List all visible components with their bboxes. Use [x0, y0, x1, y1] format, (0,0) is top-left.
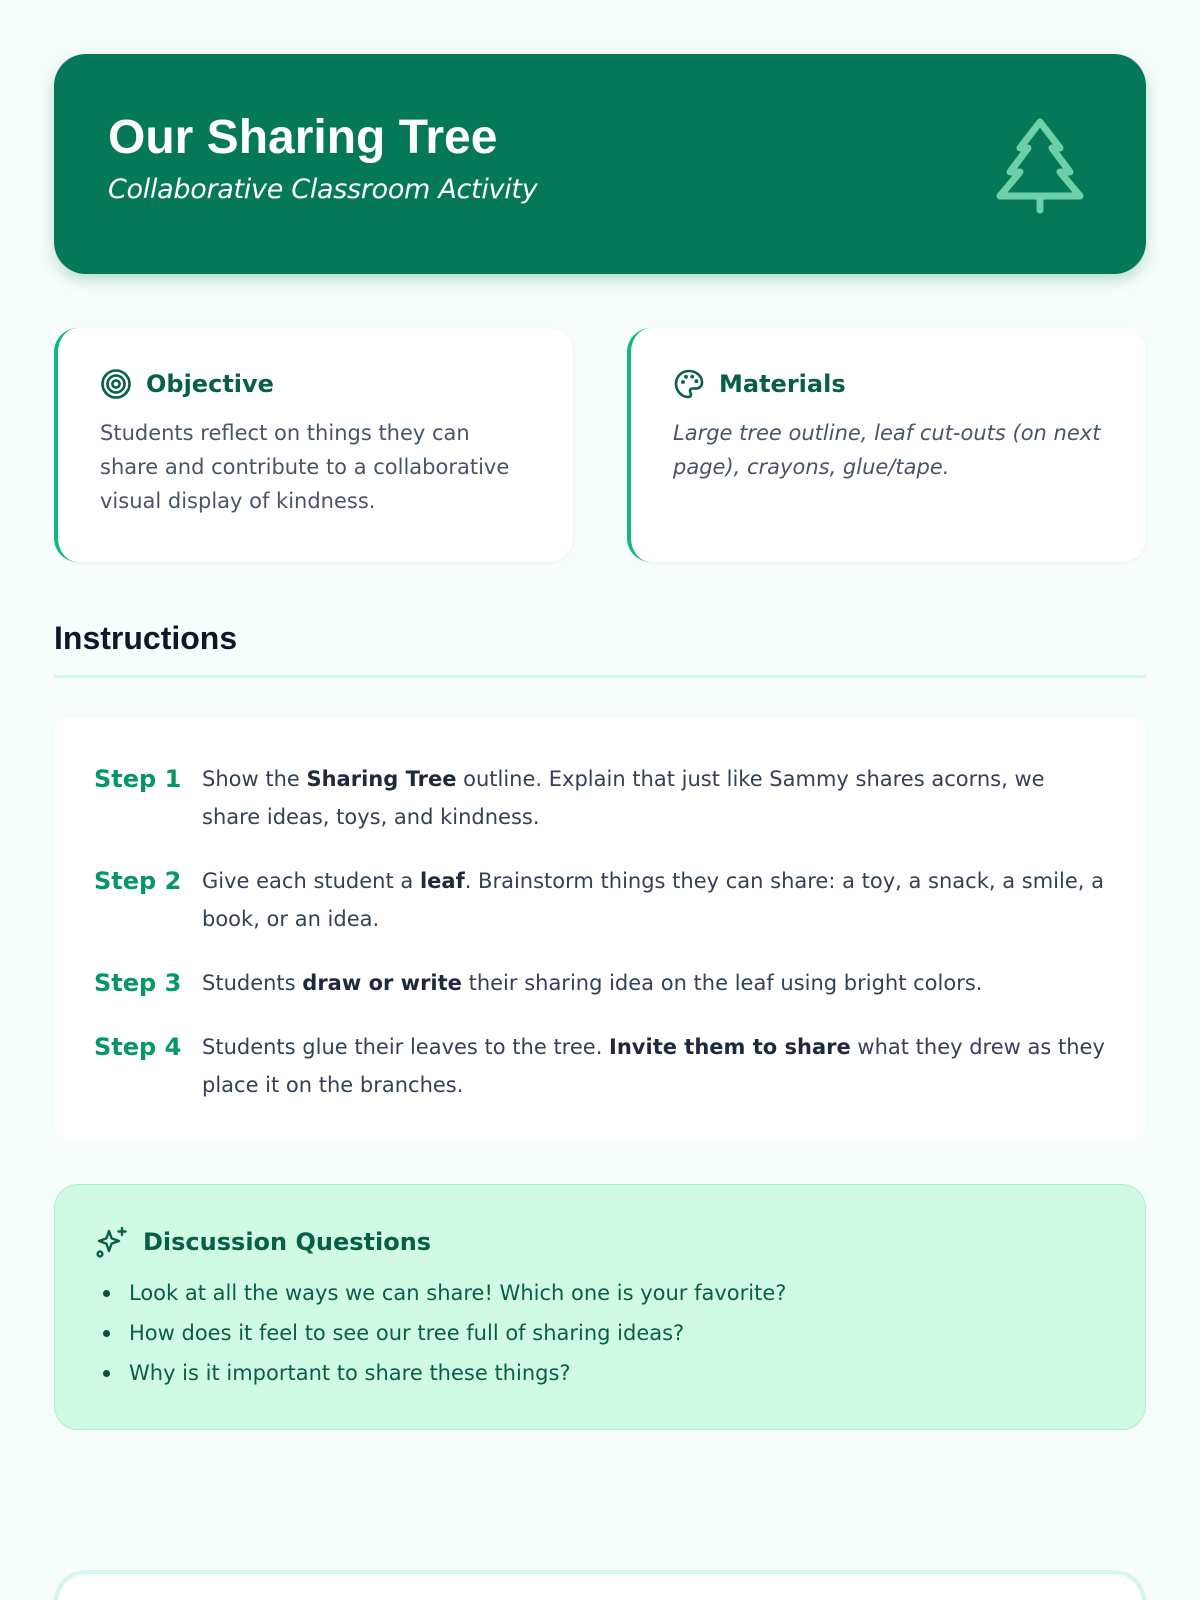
list-item: Why is it important to share these things?	[95, 1353, 1105, 1393]
step-label: Step 3	[94, 969, 182, 997]
objective-header	[100, 368, 533, 400]
step-item	[94, 862, 1106, 938]
materials-header	[673, 368, 1106, 400]
materials-card	[627, 328, 1146, 562]
materials-text: Large tree outline, leaf cut-outs (on next page), crayons, glue/tape.	[673, 421, 1101, 479]
step-item	[94, 1028, 1106, 1104]
step-text: Show the Sharing Tree outline. Explain that just like Sammy shares acorns, we share ideas, toys, and kindness.	[202, 767, 1045, 829]
info-cards	[54, 328, 1146, 562]
header-banner	[54, 54, 1146, 274]
materials-title: Materials	[719, 370, 846, 398]
discussion-header	[95, 1225, 1105, 1259]
target-icon	[100, 368, 132, 400]
list-item: Look at all the ways we can share! Which one is your favorite?	[95, 1273, 1105, 1313]
objective-title: Objective	[146, 370, 274, 398]
discussion-list	[95, 1273, 1105, 1393]
instructions-heading: Instructions	[54, 620, 1146, 678]
discussion-box	[54, 1184, 1146, 1430]
step-label: Step 1	[94, 765, 182, 793]
step-text: Students draw or write their sharing idea on the leaf using bright colors.	[202, 971, 983, 995]
discussion-title: Discussion Questions	[143, 1228, 432, 1256]
sparkles-icon	[95, 1225, 129, 1259]
objective-card	[54, 328, 573, 562]
step-label: Step 4	[94, 1033, 182, 1061]
instructions-steps	[54, 718, 1146, 1140]
page-title: Our Sharing Tree	[108, 111, 498, 164]
palette-icon	[673, 368, 705, 400]
tree-icon	[994, 118, 1086, 214]
step-text: Students glue their leaves to the tree. Invite them to share what they drew as they place it on the branches.	[202, 1035, 1105, 1097]
step-item	[94, 964, 1106, 1002]
objective-text: Students reflect on things they can share and contribute to a collaborative visual display of kindness.	[100, 421, 510, 513]
step-text: Give each student a leaf. Brainstorm things they can share: a toy, a snack, a smile, a book, or an idea.	[202, 869, 1104, 931]
step-label: Step 2	[94, 867, 182, 895]
list-item: How does it feel to see our tree full of sharing ideas?	[95, 1313, 1105, 1353]
page-subtitle: Collaborative Classroom Activity	[108, 174, 538, 205]
next-section-card	[54, 1570, 1146, 1600]
step-item	[94, 760, 1106, 836]
